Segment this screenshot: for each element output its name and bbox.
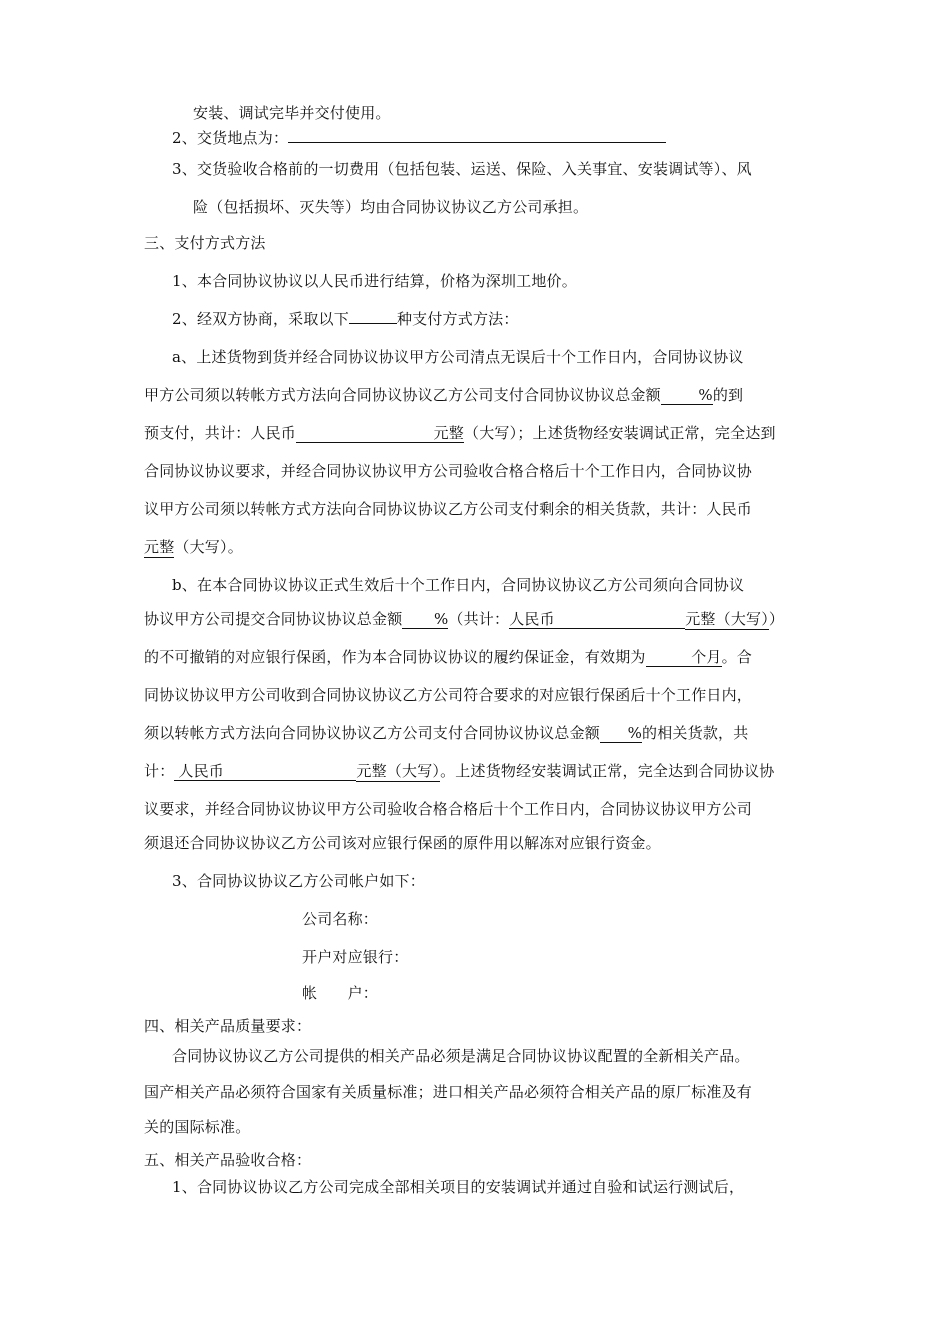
option-b-line-6-prefix: 计： (144, 762, 175, 780)
option-a-line-2-prefix: 甲方公司须以转帐方式方法向合同协议协议乙方公司支付合同协议协议总金额 (144, 386, 661, 404)
section4-heading: 四、相关产品质量要求： (144, 1017, 312, 1035)
option-b-line-2 (144, 609, 784, 629)
option-a-line-1: a、上述货物到货并经合同协议协议甲方公司清点无误后十个工作日内，合同协议协议 (172, 348, 744, 366)
account-label: 帐 户： (302, 984, 379, 1002)
payment-item2-line (172, 309, 519, 329)
option-a-remaining-amount: 元整 (144, 538, 175, 556)
option-a-amount-blank: 元整 (296, 425, 464, 443)
option-b-yuan: 元整（大写） (685, 610, 769, 628)
payment-method-blank (349, 309, 397, 324)
option-a-line-4: 合同协议协议要求，并经合同协议协议甲方公司验收合格合格后十个工作日内，合同协议协 (144, 462, 753, 480)
quality-line-3: 关的国际标准。 (144, 1118, 251, 1136)
delivery-location-blank (288, 128, 666, 143)
option-b-month-blank: 个月 (646, 649, 722, 667)
costs-line-2: 险（包括损坏、灭失等）均由合同协议协议乙方公司承担。 (193, 198, 589, 216)
option-b-line-2-prefix: 协议甲方公司提交合同协议协议总金额 (144, 610, 403, 628)
delivery-location-label: 2、交货地点为： (172, 129, 289, 147)
acceptance-item1: 1、合同协议协议乙方公司完成全部相关项目的安装调试并通过自验和试运行测试后， (172, 1178, 745, 1196)
option-b-line-7: 议要求，并经合同协议协议甲方公司验收合格合格后十个工作日内，合同协议协议甲方公司 (144, 800, 753, 818)
option-b-line-8: 须退还合同协议协议乙方公司该对应银行保函的原件用以解冻对应银行资金。 (144, 834, 661, 852)
option-b-line-3 (144, 647, 752, 667)
option-a-line-2 (144, 385, 743, 405)
option-b-yuan-2: 元整（大写） (356, 762, 441, 780)
option-a-line-3-suffix: （大写）；上述货物经安装调试正常，完全达到 (464, 424, 776, 442)
company-name-label: 公司名称： (302, 910, 379, 928)
option-a-line-5: 议甲方公司须以转帐方式方法向合同协议协议乙方公司支付剩余的相关货款，共计：人民币 (144, 500, 753, 518)
option-b-line-6 (144, 761, 775, 781)
option-b-rmb-blank-2: 人民币 (174, 763, 356, 781)
bank-label: 开户对应银行： (302, 948, 409, 966)
option-a-line-3-prefix: 预支付，共计：人民币 (144, 424, 297, 442)
option-b-line-2-open: （共计： (448, 610, 510, 628)
payment-item2-prefix: 2、经双方协商，采取以下 (172, 310, 349, 328)
option-a-line-6 (144, 537, 243, 557)
option-b-line-2-close: ） (768, 610, 785, 628)
option-b-line-5 (144, 723, 748, 743)
payment-item2-suffix: 种支付方式方法： (396, 310, 519, 328)
install-line: 安装、调试完毕并交付使用。 (193, 104, 391, 122)
option-b-percent-blank-2: % (600, 725, 642, 743)
option-a-line-2-suffix: 的到 (712, 386, 744, 404)
section3-heading: 三、支付方式方法 (144, 234, 266, 252)
option-b-rmb-blank: 人民币 (509, 611, 685, 629)
account-item: 3、合同协议协议乙方公司帐户如下： (172, 872, 425, 890)
payment-item1: 1、本合同协议协议以人民币进行结算，价格为深圳工地价。 (172, 272, 577, 290)
quality-line-1: 合同协议协议乙方公司提供的相关产品必须是满足合同协议协议配置的全新相关产品。 (172, 1047, 750, 1065)
delivery-location-line (172, 128, 666, 148)
option-b-line-3-prefix: 的不可撤销的对应银行保函，作为本合同协议协议的履约保证金，有效期为 (144, 648, 646, 666)
option-b-line-6-suffix: 。上述货物经安装调试正常，完全达到合同协议协 (440, 762, 775, 780)
option-a-percent-blank: % (661, 387, 713, 405)
option-b-line-1: b、在本合同协议协议正式生效后十个工作日内，合同协议协议乙方公司须向合同协议 (172, 576, 745, 594)
option-b-percent-blank: % (402, 611, 448, 629)
option-b-line-4: 同协议协议甲方公司收到合同协议协议乙方公司符合要求的对应银行保函后十个工作日内， (144, 686, 753, 704)
costs-line-1: 3、交货验收合格前的一切费用（包括包装、运送、保险、入关事宜、安装调试等）、风 (172, 160, 752, 178)
quality-line-2: 国产相关产品必须符合国家有关质量标准；进口相关产品必须符合相关产品的原厂标准及有 (144, 1083, 753, 1101)
option-b-line-3-suffix: 。合 (721, 648, 753, 666)
option-b-line-5-prefix: 须以转帐方式方法向合同协议协议乙方公司支付合同协议协议总金额 (144, 724, 601, 742)
option-a-line-6-suffix: （大写）。 (174, 538, 243, 556)
option-a-line-3 (144, 423, 776, 443)
option-b-line-5-suffix: 的相关货款，共 (642, 724, 749, 742)
section5-heading: 五、相关产品验收合格： (144, 1151, 312, 1169)
